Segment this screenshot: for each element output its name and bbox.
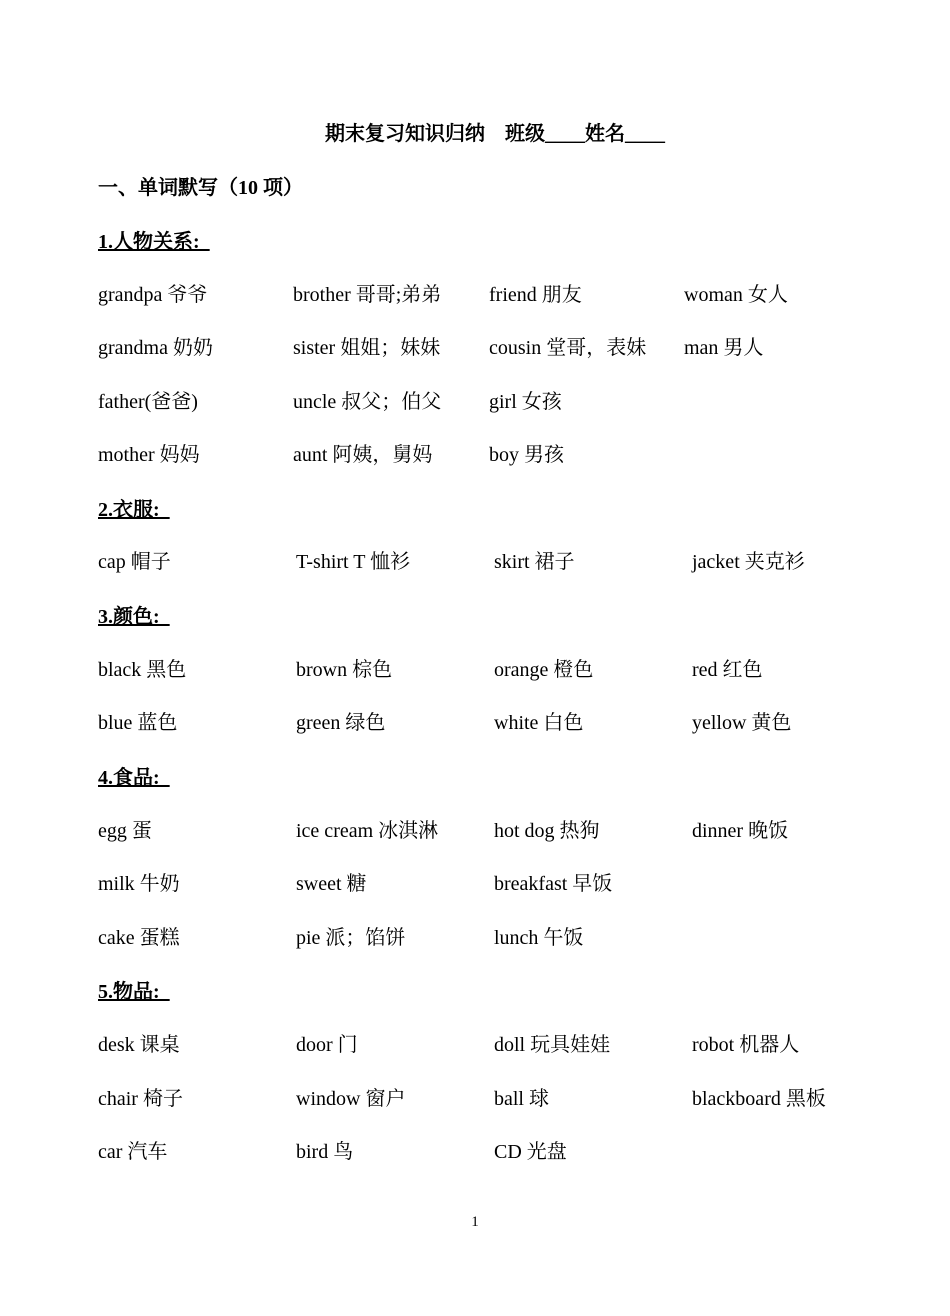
vocab-row	[98, 440, 898, 470]
vocab-item: green 绿色	[296, 712, 386, 734]
vocab-item: door 门	[296, 1034, 358, 1056]
vocab-row	[98, 547, 898, 577]
vocab-item: T-shirt T 恤衫	[296, 551, 411, 573]
vocab-item: doll 玩具娃娃	[494, 1034, 611, 1056]
vocab-item: black 黑色	[98, 659, 187, 681]
vocab-item: milk 牛奶	[98, 873, 180, 895]
vocab-row	[98, 655, 898, 685]
vocab-item: ball 球	[494, 1088, 549, 1110]
vocab-item: window 窗户	[296, 1088, 406, 1110]
vocab-item: car 汽车	[98, 1141, 168, 1163]
vocab-row	[98, 387, 898, 417]
vocab-row	[98, 1030, 898, 1060]
vocab-item: brother 哥哥;弟弟	[293, 284, 442, 306]
vocab-item: pie 派；馅饼	[296, 927, 406, 949]
vocab-item: hot dog 热狗	[494, 820, 600, 842]
vocab-item: brown 棕色	[296, 659, 393, 681]
vocab-row	[98, 816, 898, 846]
section-heading: 一、单词默写（10 项）	[98, 177, 303, 199]
page-number: 1	[471, 1214, 479, 1230]
vocab-item: lunch 午饭	[494, 927, 584, 949]
vocab-item: desk 课桌	[98, 1034, 180, 1056]
vocab-item: uncle 叔父；伯父	[293, 391, 442, 413]
vocab-item: aunt 阿姨，舅妈	[293, 444, 433, 466]
vocab-item: blue 蓝色	[98, 712, 178, 734]
vocab-item: blackboard 黑板	[692, 1088, 826, 1110]
vocab-item: skirt 裙子	[494, 551, 575, 573]
vocab-row	[98, 1084, 898, 1114]
vocab-row	[98, 333, 898, 363]
vocab-item: egg 蛋	[98, 820, 152, 842]
vocab-item: grandma 奶奶	[98, 337, 213, 359]
vocab-item: yellow 黄色	[692, 712, 792, 734]
vocab-item: robot 机器人	[692, 1034, 800, 1056]
vocab-item: chair 椅子	[98, 1088, 183, 1110]
vocab-item: woman 女人	[684, 284, 788, 306]
document-title: 期末复习知识归纳 班级____姓名____	[325, 123, 665, 145]
category-heading-family: 1.人物关系:	[98, 231, 210, 253]
vocab-item: orange 橙色	[494, 659, 594, 681]
vocab-item: father(爸爸)	[98, 391, 198, 413]
vocab-item: CD 光盘	[494, 1141, 567, 1163]
vocab-row	[98, 923, 898, 953]
category-heading-colors: 3.颜色:	[98, 606, 170, 628]
vocab-row	[98, 869, 898, 899]
vocab-item: ice cream 冰淇淋	[296, 820, 439, 842]
category-heading-food: 4.食品:	[98, 767, 170, 789]
vocab-item: mother 妈妈	[98, 444, 200, 466]
vocab-item: sweet 糖	[296, 873, 367, 895]
vocab-item: boy 男孩	[489, 444, 564, 466]
vocab-item: cap 帽子	[98, 551, 171, 573]
vocab-item: girl 女孩	[489, 391, 562, 413]
category-heading-clothes: 2.衣服:	[98, 499, 170, 521]
vocab-item: cake 蛋糕	[98, 927, 180, 949]
vocab-item: red 红色	[692, 659, 763, 681]
vocab-item: bird 鸟	[296, 1141, 354, 1163]
vocab-item: sister 姐姐；妹妹	[293, 337, 441, 359]
category-heading-objects: 5.物品:	[98, 981, 170, 1003]
vocab-row	[98, 280, 898, 310]
vocab-row	[98, 1137, 898, 1167]
vocab-item: jacket 夹克衫	[692, 551, 805, 573]
vocab-item: dinner 晚饭	[692, 820, 789, 842]
vocab-row	[98, 708, 898, 738]
vocab-item: breakfast 早饭	[494, 873, 613, 895]
vocab-item: grandpa 爷爷	[98, 284, 208, 306]
vocab-item: friend 朋友	[489, 284, 582, 306]
vocab-item: white 白色	[494, 712, 584, 734]
vocab-item: cousin 堂哥，表妹	[489, 337, 647, 359]
vocab-item: man 男人	[684, 337, 764, 359]
